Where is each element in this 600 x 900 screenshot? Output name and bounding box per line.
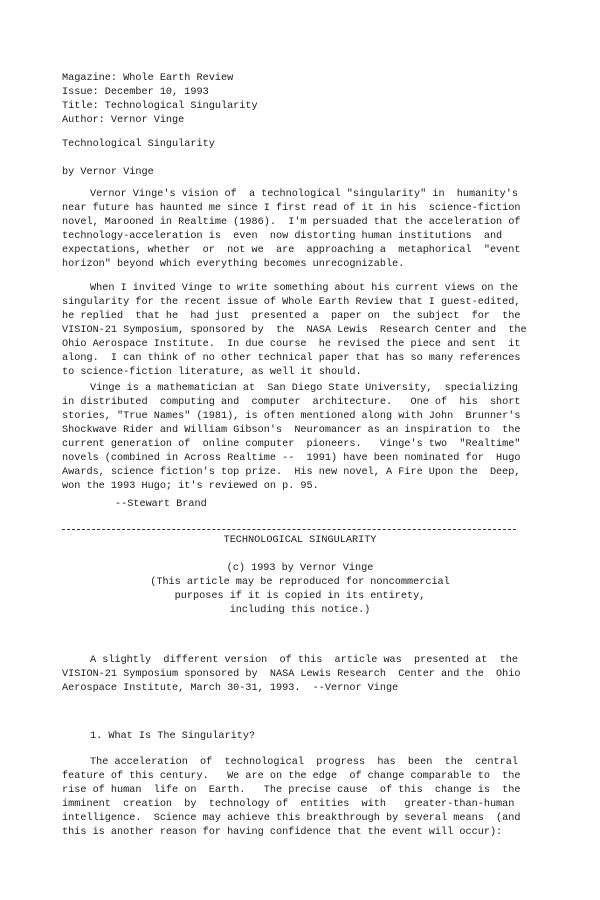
notice-line: purposes if it is copied in its entirety,	[174, 591, 426, 602]
intro-p2-line: When I invited Vinge to write something about his current views on the	[90, 283, 518, 294]
section-title: 1. What Is The Singularity?	[90, 731, 256, 742]
dashed-divider	[62, 529, 516, 530]
intro-p3-line: stories, "True Names" (1981), is often mentioned along with John Brunner's	[62, 411, 521, 422]
version-note-line: VISION-21 Symposium sponsored by NASA Lewis Research Center and the Ohio	[62, 669, 521, 680]
notice-line: including this notice.)	[229, 605, 371, 616]
intro-p3-line: Vinge is a mathematician at San Diego State University, specializing	[90, 383, 518, 394]
section1-p1-line: The acceleration of technological progress has been the central	[90, 757, 518, 768]
intro-p2-line: Ohio Aerospace Institute. In due course he revised the piece and sent it	[62, 339, 521, 350]
section1-p1-line: intelligence. Science may achieve this breakthrough by several means (and	[62, 813, 521, 824]
magazine-line: Magazine: Whole Earth Review	[62, 73, 234, 84]
intro-p3-line: Awards, science fiction's top prize. His new novel, A Fire Upon the Deep,	[62, 467, 521, 478]
intro-p2-line: he replied that he had just presented a paper on the subject for the	[62, 311, 521, 322]
author-line: Author: Vernor Vinge	[62, 115, 185, 126]
intro-p3-line: in distributed computing and computer architecture. One of his short	[62, 397, 521, 408]
intro-p2-line: VISION-21 Symposium, sponsored by the NASA Lewis Research Center and the	[62, 325, 527, 336]
intro-p2-line: singularity for the recent issue of Whole Earth Review that I guest-edited,	[62, 297, 521, 308]
intro-p3-line: novels (combined in Across Realtime -- 1991) have been nominated for Hugo	[62, 453, 521, 464]
section1-p1-line: this is another reason for having confidence that the event will occur):	[62, 827, 503, 838]
copyright-line: (c) 1993 by Vernor Vinge	[226, 563, 374, 574]
version-note-line: Aerospace Institute, March 30-31, 1993. --Vernor Vinge	[62, 683, 399, 694]
signature: --Stewart Brand	[115, 499, 207, 510]
intro-p3-line: Shockwave Rider and William Gibson's Neuromancer as an inspiration to the	[62, 425, 521, 436]
intro-p2-line: along. I can think of no other technical paper that has so many references	[62, 353, 521, 364]
section1-p1-line: imminent creation by technology of entities with greater-than-human	[62, 799, 515, 810]
intro-p1-line: novel, Marooned in Realtime (1986). I'm persuaded that the acceleration of	[62, 217, 521, 228]
article-heading: TECHNOLOGICAL SINGULARITY	[223, 535, 377, 546]
title-line: Title: Technological Singularity	[62, 101, 258, 112]
intro-p1-line: horizon" beyond which everything becomes unrecognizable.	[62, 259, 405, 270]
section1-p1-line: rise of human life on Earth. The precise cause of this change is the	[62, 785, 521, 796]
version-note-line: A slightly different version of this article was presented at the	[90, 655, 518, 666]
intro-p1-line: Vernor Vinge's vision of a technological "singularity" in humanity's	[90, 189, 518, 200]
intro-byline: by Vernor Vinge	[62, 167, 154, 178]
intro-p3-line: won the 1993 Hugo; it's reviewed on p. 95.	[62, 481, 319, 492]
intro-p1-line: near future has haunted me since I first read of it in his science-fiction	[62, 203, 521, 214]
intro-title: Technological Singularity	[62, 139, 215, 150]
intro-p2-line: to science-fiction literature, as well it should.	[62, 367, 362, 378]
intro-p3-line: current generation of online computer pioneers. Vinge's two "Realtime"	[62, 439, 521, 450]
section1-p1-line: feature of this century. We are on the edge of change comparable to the	[62, 771, 521, 782]
intro-p1-line: expectations, whether or not we are approaching a metaphorical "event	[62, 245, 521, 256]
intro-p1-line: technology-acceleration is even now distorting human institutions and	[62, 231, 503, 242]
notice-line: (This article may be reproduced for noncommercial	[150, 577, 450, 588]
issue-line: Issue: December 10, 1993	[62, 87, 209, 98]
